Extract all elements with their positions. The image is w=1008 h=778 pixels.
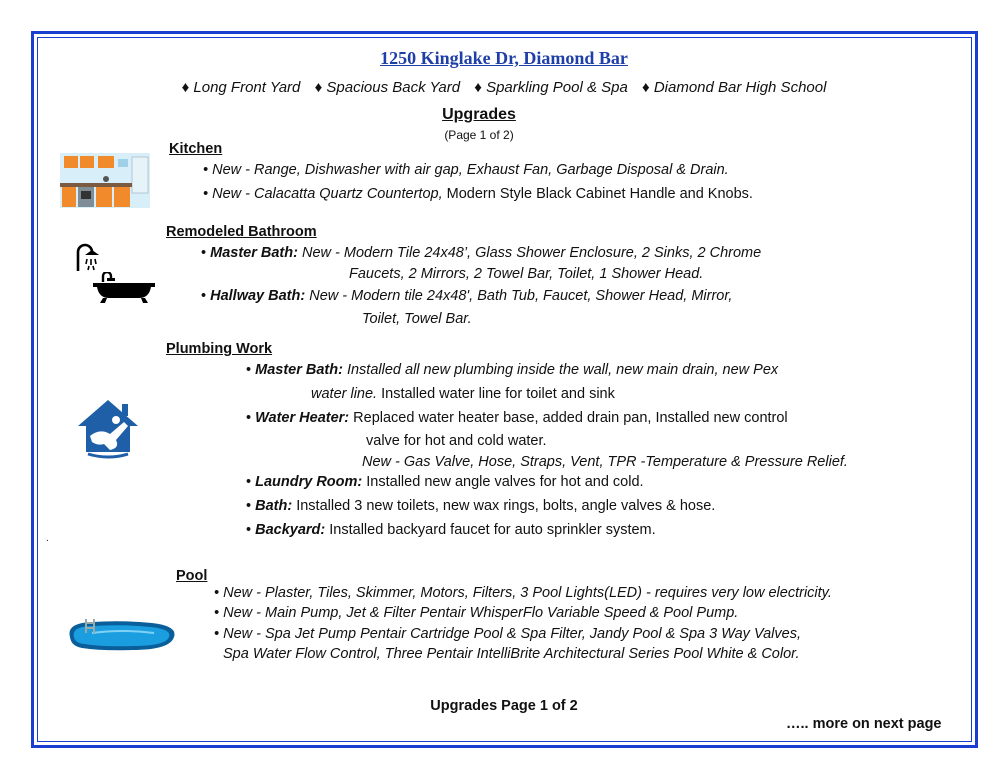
pool-item: • New - Plaster, Tiles, Skimmer, Motors, Filters, 3 Pool Lights(LED) - requires very low electricity.: [214, 585, 832, 601]
item-text: Installed water line for toilet and sink: [381, 386, 615, 402]
kitchen-item: [203, 186, 753, 202]
plumbing-item: [246, 474, 644, 490]
feature-item: ♦ Long Front Yard: [181, 79, 301, 96]
item-label: Hallway Bath:: [210, 288, 306, 304]
bullet: •: [201, 245, 211, 261]
kitchen-item-text: Modern Style Black Cabinet Handle and Knobs.: [446, 186, 753, 202]
stray-dot: .: [46, 533, 49, 544]
plumbing-item-cont: [311, 386, 615, 402]
bullet: •: [246, 522, 256, 538]
item-label: Water Heater:: [255, 410, 350, 426]
item-text: Installed 3 new toilets, new wax rings, bolts, angle valves & hose.: [292, 498, 716, 514]
feature-item: ♦ Diamond Bar High School: [642, 79, 827, 96]
feature-item: ♦ Sparkling Pool & Spa: [474, 79, 628, 96]
item-text: New - Modern tile 24x48', Bath Tub, Faucet, Shower Head, Mirror,: [305, 288, 733, 304]
bathroom-item-cont: Toilet, Towel Bar.: [362, 311, 472, 327]
bathroom-item: [201, 245, 761, 261]
item-label: Laundry Room:: [255, 474, 363, 490]
pool-item-cont: Spa Water Flow Control, Three Pentair IntelliBrite Architectural Series Pool White & Color.: [223, 646, 800, 662]
upgrades-heading: Upgrades: [442, 106, 516, 123]
footer-page-label: Upgrades Page 1 of 2: [430, 698, 578, 714]
bullet: •: [246, 410, 256, 426]
feature-list: [0, 79, 1008, 96]
plumbing-item: [246, 410, 788, 426]
bathroom-item: [201, 288, 732, 304]
item-text: Replaced water heater base, added drain pan, Installed new control: [349, 410, 788, 426]
item-label: Master Bath:: [255, 362, 343, 378]
pool-item: • New - Spa Jet Pump Pentair Cartridge Pool & Spa Filter, Jandy Pool & Spa 3 Way Valves,: [214, 626, 801, 642]
plumbing-title: Plumbing Work: [166, 341, 273, 357]
item-text: New - Modern Tile 24x48’, Glass Shower Enclosure, 2 Sinks, 2 Chrome: [297, 245, 762, 261]
property-address: 1250 Kinglake Dr, Diamond Bar: [380, 48, 628, 68]
plumbing-item: [246, 362, 778, 378]
more-next-page: ….. more on next page: [786, 716, 942, 732]
item-text: water line.: [311, 386, 382, 402]
bullet: •: [246, 498, 256, 514]
pool-item: • New - Main Pump, Jet & Filter Pentair WhisperFlo Variable Speed & Pool Pump.: [214, 605, 739, 621]
plumbing-item: [246, 522, 656, 538]
kitchen-item: • New - Range, Dishwasher with air gap, Exhaust Fan, Garbage Disposal & Drain.: [203, 162, 729, 178]
item-text: Installed all new plumbing inside the wall, new main drain, new Pex: [342, 362, 779, 378]
bullet: •: [246, 362, 256, 378]
pool-title: Pool: [176, 568, 208, 584]
item-label: Backyard:: [255, 522, 326, 538]
feature-item: ♦ Spacious Back Yard: [314, 79, 461, 96]
bullet: •: [246, 474, 256, 490]
bathtub-icon: [93, 272, 155, 309]
page-note: (Page 1 of 2): [444, 128, 514, 142]
bullet: •: [201, 288, 211, 304]
kitchen-item-text: • New - Calacatta Quartz Countertop,: [203, 186, 447, 202]
bathroom-title: Remodeled Bathroom: [166, 224, 317, 240]
plumbing-house-icon: [76, 398, 140, 465]
plumbing-item: [246, 498, 715, 514]
bathroom-item-cont: Faucets, 2 Mirrors, 2 Towel Bar, Toilet, 1 Shower Head.: [349, 266, 704, 282]
plumbing-item-cont: valve for hot and cold water.: [366, 433, 547, 449]
kitchen-icon: [60, 153, 150, 213]
item-text: Installed backyard faucet for auto sprinkler system.: [325, 522, 656, 538]
item-label: Bath:: [255, 498, 293, 514]
item-label: Master Bath:: [210, 245, 298, 261]
pool-icon: [62, 617, 180, 658]
item-text: Installed new angle valves for hot and cold.: [362, 474, 644, 490]
kitchen-title: Kitchen: [169, 141, 223, 157]
plumbing-item-cont: New - Gas Valve, Hose, Straps, Vent, TPR -Temperature & Pressure Relief.: [362, 454, 848, 470]
